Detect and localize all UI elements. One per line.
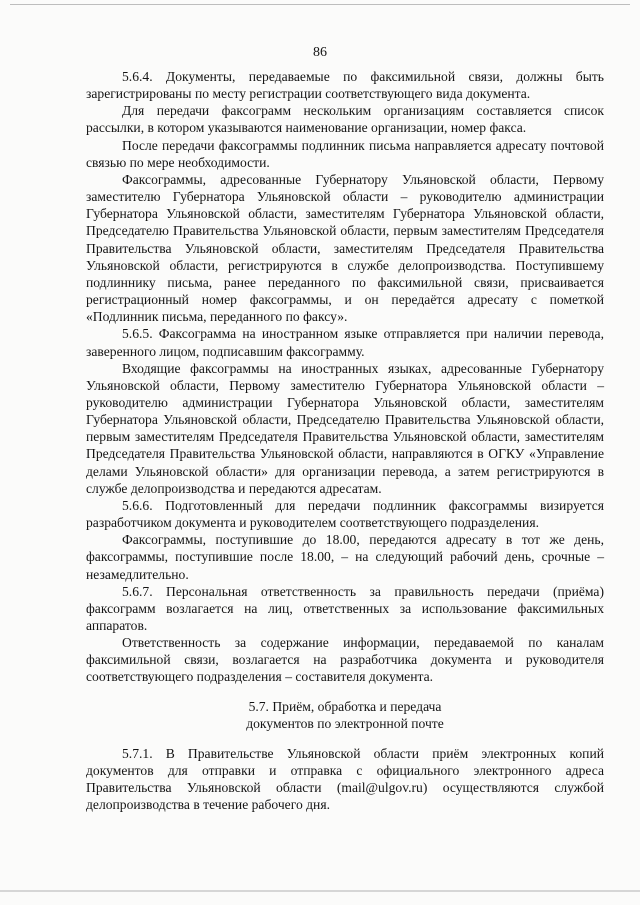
section-heading-5-7: [86, 686, 604, 745]
paragraph-content-responsibility: Ответственность за содержание информации, передаваемой по каналам факсимильной связи, возлагается на разработчика документа и руководителя соответствующего подразделения – составителя документа.: [86, 635, 604, 685]
paragraph-fax-registration: Факсограммы, адресованные Губернатору Ульяновской области, Первому заместителю Губернатора Ульяновской области – руководителю администрации Губернатора Ульяновской области, заместителям Губернатора Ульяновской области, Председателю Правительства Ульяновской области, первым заместителям Председателя Правительства Ульяновской области, заместителям Председателя Правительства Ульяновской области, регистрируются в службе делопроизводства. Поступившему подлиннику письма, ранее переданного по факсимильной связи, присваивается регистрационный номер факсограммы, и он передаётся адресату с пометкой «Подлинник письма, переданного по факсу».: [86, 171, 604, 325]
paragraph-5-6-7: 5.6.7. Персональная ответственность за правильность передачи (приёма) факсограмм возлагается на лиц, ответственных за использование факсимильных аппаратов.: [86, 583, 604, 633]
paragraph-5-6-4: 5.6.4. Документы, передаваемые по факсимильной связи, должны быть зарегистрированы по месту регистрации соответствующего вида документа.: [86, 69, 604, 102]
page-number: 86: [313, 45, 327, 60]
section-heading-line-2: документов по электронной почте: [246, 715, 444, 731]
paragraph-5-6-5: 5.6.5. Факсограмма на иностранном языке отправляется при наличии перевода, заверенного лицом, подписавшим факсограмму.: [86, 326, 604, 359]
paragraph-mailing-list: Для передачи факсограмм нескольким организациям составляется список рассылки, в котором указываются наименование организации, номер факса.: [86, 103, 604, 136]
scan-edge-bottom: [0, 890, 640, 892]
paragraph-5-7-1: 5.7.1. В Правительстве Ульяновской области приём электронных копий документов для отправки и отправка с официального электронного адреса Правительства Ульяновской области (mail@ulgov.ru) осуществляются службой делопроизводства в течение рабочего дня.: [86, 745, 604, 813]
document-body: [86, 68, 604, 814]
paragraph-fax-timing: Факсограммы, поступившие до 18.00, передаются адресату в тот же день, факсограммы, поступившие после 18.00, – на следующий рабочий день, срочные – незамедлительно.: [86, 532, 604, 582]
paragraph-foreign-fax: Входящие факсограммы на иностранных языках, адресованные Губернатору Ульяновской области, Первому заместителю Губернатора Ульяновской области – руководителю администрации Губернатора Ульяновской области, заместителям Губернатора Ульяновской области, Председателю Правительства Ульяновской области, первым заместителям Председателя Правительства Ульяновской области, заместителям Председателя Правительства Ульяновской области, направляются в ОГКУ «Управление делами Ульяновской области» для организации перевода, а затем регистрируются в службе делопроизводства и передаются адресатам.: [86, 360, 604, 496]
paragraph-5-6-6: 5.6.6. Подготовленный для передачи подлинник факсограммы визируется разработчиком документа и руководителем соответствующего подразделения.: [86, 497, 604, 531]
scan-edge-top: [10, 4, 630, 5]
section-heading-line-1: 5.7. Приём, обработка и передача: [248, 698, 442, 714]
paragraph-original-letter: После передачи факсограммы подлинник письма направляется адресату почтовой связью по мере необходимости.: [86, 137, 604, 170]
